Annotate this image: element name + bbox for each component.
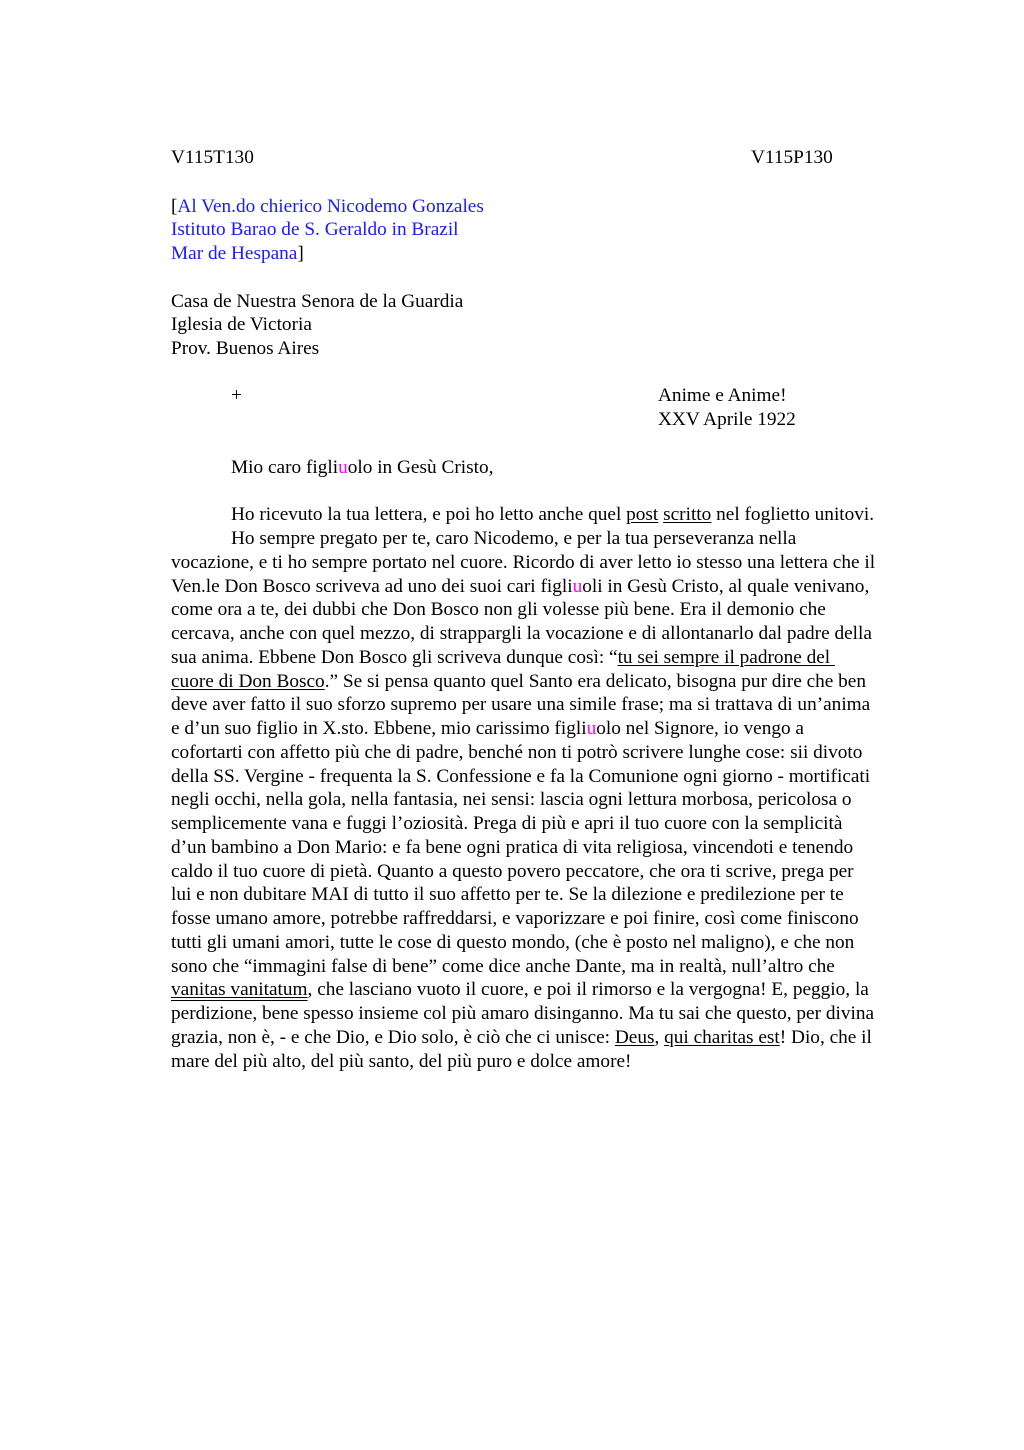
- body-line: cuore di Don Bosco.” Se si pensa quanto quel Santo era delicato, bisogna pur dire che ben: [171, 671, 867, 692]
- sender-line-1: Casa de Nuestra Senora de la Guardia: [171, 291, 464, 312]
- recipient-line-2: Istituto Barao de S. Geraldo in Brazil: [171, 219, 459, 240]
- underlined-word: post: [626, 504, 659, 525]
- body-line: cofortarti con affetto più che di padre, benché non ti potrò scrivere lunghe cose: sii divoto: [171, 742, 863, 763]
- recipient-place: Mar de Hespana: [171, 243, 298, 264]
- correction-mark: u: [572, 576, 583, 597]
- body-line: vocazione, e ti ho sempre portato nel cuore. Ricordo di aver letto io stesso una lettera che il: [171, 552, 876, 573]
- body-line: lui e non dubitare MAI di tutto il suo affetto per te. Se la dilezione e predilezione per te: [171, 884, 844, 905]
- body-line: della SS. Vergine - frequenta la S. Confessione e fa la Comunione ogni giorno - mortificati: [171, 766, 871, 787]
- open-bracket: [: [171, 196, 178, 217]
- body-line: sua anima. Ebbene Don Bosco gli scriveva dunque così: “tu sei sempre il padrone del: [171, 647, 835, 668]
- body-line: semplicemente vana e fuggi l’oziosità. Prega di più e apri il tuo cuore con la semplicità: [171, 813, 843, 834]
- body-line: perdizione, bene spesso insieme col più amaro disinganno. Ma tu sai che questo, per divina: [171, 1003, 875, 1024]
- body-line: caldo il tuo cuore di pietà. Quanto a questo povero peccatore, che ora ti scrive, prega per: [171, 861, 854, 882]
- body-line: come ora a te, dei dubbi che Don Bosco non gli volesse più bene. Era il demonio che: [171, 599, 826, 620]
- motto: Anime e Anime!: [658, 385, 787, 406]
- body-line: negli occhi, nella gola, nella fantasia, nei sensi: lascia ogni lettura morbosa, pericolosa o: [171, 789, 852, 810]
- body-line: tutti gli umani amori, tutte le cose di questo mondo, (che è posto nel maligno), e che non: [171, 932, 855, 953]
- sender-line-3: Prov. Buenos Aires: [171, 338, 320, 359]
- body-line: Ho sempre pregato per te, caro Nicodemo, e per la tua perseveranza nella: [231, 528, 797, 549]
- body-line: e d’un suo figlio in X.sto. Ebbene, mio carissimo figliuolo nel Signore, io vengo a: [171, 718, 804, 739]
- correction-mark: u: [338, 457, 348, 478]
- recipient-line-3: [171, 242, 304, 266]
- body-line: Ho ricevuto la tua lettera, e poi ho letto anche quel post scritto nel foglietto unitovi.: [231, 504, 875, 525]
- correction-mark: u: [586, 718, 597, 739]
- underlined-word: scritto: [663, 504, 712, 525]
- underlined-quote: tu sei sempre il padrone del: [617, 647, 835, 668]
- document-code-left: V115T130: [171, 147, 254, 168]
- double-underlined-phrase: vanitas vanitatum: [171, 979, 308, 1000]
- body-line: fosse umano amore, potrebbe raffreddarsi, e vaporizzare e poi finire, così come finiscono: [171, 908, 859, 929]
- body-line: deve aver fatto il suo sforzo supremo per usare una simile frase; ma si trattava di un’anima: [171, 694, 871, 715]
- body-line: mare del più alto, del più santo, del più puro e dolce amore!: [171, 1051, 632, 1072]
- body-line: grazia, non è, - e che Dio, e Dio solo, è ciò che ci unisce: Deus, qui charitas est! Dio, che il: [171, 1027, 872, 1048]
- cross-mark: +: [231, 385, 242, 406]
- body-line: sono che “immagini false di bene” come dice anche Dante, ma in realtà, null’altro che: [171, 956, 835, 977]
- underlined-word: Deus: [614, 1027, 655, 1048]
- underlined-phrase: qui charitas est: [664, 1027, 780, 1048]
- close-bracket: ]: [297, 243, 304, 264]
- sender-line-2: Iglesia de Victoria: [171, 314, 312, 335]
- recipient-name: Al Ven.do chierico Nicodemo Gonzales: [177, 196, 484, 217]
- letter-date: XXV Aprile 1922: [658, 409, 796, 430]
- body-line: Ven.le Don Bosco scriveva ad uno dei suoi cari figliuoli in Gesù Cristo, al quale venivano,: [171, 576, 870, 597]
- body-line: vanitas vanitatum, che lasciano vuoto il cuore, e poi il rimorso e la vergogna! E, peggio, la: [171, 979, 869, 1000]
- recipient-line-1: [171, 195, 484, 219]
- salutation: Mio caro figliuolo in Gesù Cristo,: [231, 457, 494, 478]
- body-line: cercava, anche con quel mezzo, di strappargli la vocazione e di allontanarlo dal padre della: [171, 623, 872, 644]
- underlined-quote: cuore di Don Bosco: [171, 671, 325, 692]
- body-line: d’un bambino a Don Mario: e fa bene ogni pratica di vita religiosa, vincendoti e tenendo: [171, 837, 854, 858]
- document-code-right: V115P130: [751, 147, 833, 168]
